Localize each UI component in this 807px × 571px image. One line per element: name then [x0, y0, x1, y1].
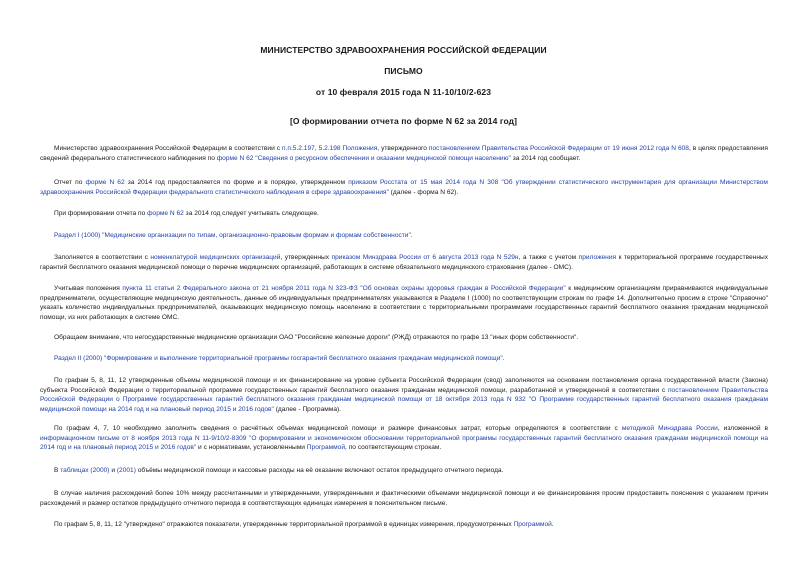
- document-link[interactable]: номенклатурой медицинских организаций: [150, 254, 281, 261]
- paragraph-text: объёмы медицинской помощи и кассовые расходы на её оказание включают остаток предыдущего отчетного периода.: [135, 467, 504, 474]
- paragraph: [40, 333, 768, 343]
- paragraph: [40, 466, 768, 476]
- document-link[interactable]: постановлением Правительства Российской Федерации от 19 июня 2012 года N 608: [428, 145, 689, 152]
- ministry-title: МИНИСТЕРСТВО ЗДРАВООХРАНЕНИЯ РОССИЙСКОЙ ФЕДЕРАЦИИ: [260, 45, 547, 55]
- document-date-number: от 10 февраля 2015 года N 11-10/10/2-623: [315, 87, 492, 97]
- paragraph-text: .: [410, 232, 413, 239]
- document-link[interactable]: Программой: [513, 521, 552, 528]
- paragraph-text: и: [109, 467, 117, 474]
- document-subject: [О формировании отчета по форме N 62 за 2014 год]: [289, 116, 518, 126]
- document-link[interactable]: приложения: [578, 254, 617, 261]
- paragraph-text: к медицинским организациям приравниваются индивидуальные предприниматели, осуществляющие медицинскую деятельность, данные об индивидуальных предпринимателях указываются в Разделе I (1000) по соответствующим строкам по графе 14. Дополнительно просим в строке "Справочно" указать количество индивидуальных предпринимателей, оказывающих медицинскую помощь населению в соответствии с территориальными программами государственных гарантий бесплатного оказания гражданам медицинской помощи, из них работающих в системе ОМС.: [40, 285, 768, 321]
- paragraph: [40, 489, 768, 508]
- paragraph-text: В случае наличия расхождений более 10% между рассчитанными и утвержденными, утвержденными и фактическими объемами медицинской помощи и ее финансирования просим предоставить пояснения с указанием причин расхождений и размер остатков предыдущего отчетного периода в соответствующих единицах измерения в пояснительном письме.: [40, 490, 768, 507]
- paragraph-text: .: [502, 355, 505, 362]
- paragraph-text: В: [54, 467, 61, 474]
- document-link[interactable]: постановлением Правительства Российской Федерации о Программе государственных гарантий бесплатного оказания гражданам медицинской помощи от 18 октября 2013 года N 932 "О Программе государственных гарантий бесплатного оказания гражданам медицинской помощи на 2014 год и на плановый период 2015 и 2016 годов": [40, 386, 769, 413]
- document-link[interactable]: пункта 11 статьи 2 Федерального закона от 21 ноября 2011 года N 323-ФЗ "Об основах охраны здоровья граждан в Российской Федерации": [122, 285, 566, 292]
- document-link[interactable]: п.п.5.2.197, 5.2.198 Положения: [282, 145, 378, 152]
- document-link[interactable]: Программой: [306, 444, 346, 452]
- paragraph: [40, 520, 768, 530]
- document-link[interactable]: информационном письме от 8 ноября 2013 года N 11-9/10/2-8309 "О формировании и экономическом обосновании территориальной программы государственных гарантий бесплатного оказания гражданам медицинской помощи на 2014 год и на плановый период 2015 и 2016 годов": [40, 434, 768, 452]
- paragraph-text: за 2014 год следует учитывать следующее.: [183, 210, 319, 217]
- document-link[interactable]: форме N 62: [147, 210, 184, 217]
- paragraph: [40, 376, 768, 414]
- paragraph-text: При формировании отчета по: [54, 210, 148, 217]
- paragraph: [40, 209, 768, 219]
- paragraph-text: По графам 4, 7, 10 необходимо заполнить сведения о расчётных объемах медицинской помощи и размере финансовых затрат, которые определяются в соответствии с: [54, 425, 622, 432]
- document-link[interactable]: форме N 62 "Сведения о ресурсном обеспечении и оказании медицинской помощи населению": [216, 154, 511, 162]
- paragraph: [40, 144, 768, 163]
- document-link[interactable]: методикой Минздрава России: [621, 425, 718, 432]
- document-link[interactable]: приказом Росстата от 15 мая 2014 года N 308 "Об утверждении статистического инструментария для организации Министерством здравоохранения Российской Федерации федерального статистического наблюдения в сфере здравоохранения": [40, 179, 768, 196]
- document-link[interactable]: Раздел I (1000) "Медицинские организации по типам, организационно-правовым формам и формам собственности": [54, 232, 411, 239]
- paragraph-text: Отчет по: [54, 179, 86, 186]
- document-link[interactable]: (2001): [116, 467, 136, 474]
- paragraph-text: за 2014 год предоставляется по форме и в порядке, утвержденном: [124, 179, 349, 186]
- paragraph: [40, 178, 768, 197]
- paragraph-text: и с нормативами, установленными: [196, 444, 307, 452]
- paragraph-text: Учитывая положения: [54, 285, 123, 292]
- paragraph-text: , утвержденного: [377, 145, 429, 152]
- paragraph-text: , по соответствующим строкам.: [345, 444, 442, 452]
- paragraph-text: По графам 5, 8, 11, 12 "утверждено" отражаются показатели, утвержденные территориальной программой в единицах измерения, предусмотренных: [54, 521, 514, 528]
- document-type: ПИСЬМО: [384, 66, 423, 76]
- document-link[interactable]: Раздел II (2000) "Формирование и выполнение территориальной программы госгарантий бесплатного оказания гражданам медицинской помощи": [54, 355, 503, 362]
- paragraph-text: .: [551, 521, 554, 528]
- paragraph-text: за 2014 год сообщает.: [510, 154, 581, 162]
- paragraph-text: , в целях предоставления сведений федерального статистического наблюдения по: [40, 145, 768, 162]
- paragraph: [40, 284, 768, 322]
- paragraph-text: Заполняется в соответствии с: [54, 254, 151, 261]
- document-link[interactable]: приказом Минздрава России от 6 августа 2013 года N 529н: [331, 254, 519, 261]
- document-link[interactable]: форме N 62: [85, 179, 125, 186]
- paragraph-text: По графам 5, 8, 11, 12 утвержденные объемы медицинской помощи и их финансирование на уровне субъекта Российской Федерации (свод) заполняются на основании постановления органа государственной власти (Закона) субъекта Российской Федерации о территориальной программе государственных гарантий бесплатного оказания гражданам медицинской помощи, разработанной и утвержденной в соответствии с: [40, 377, 768, 394]
- document-link[interactable]: таблицах (2000): [60, 467, 110, 474]
- paragraph-text: (далее - Программа).: [273, 405, 342, 413]
- paragraph-text: Министерство здравоохранения Российской Федерации в соответствии с: [54, 145, 282, 152]
- paragraph-text: Обращаем внимание, что негосударственные медицинские организации ОАО "Российские железные дороги" (РЖД) отражаются по графе 13 "иных форм собственности".: [54, 334, 579, 341]
- paragraph: [40, 231, 768, 241]
- paragraph: [40, 354, 768, 364]
- paragraph-text: , изложенной в: [717, 425, 768, 432]
- paragraph-text: , а также с учетом: [518, 254, 579, 261]
- paragraph-text: , утвержденных: [280, 254, 332, 261]
- paragraph-text: (далее - форма N 62).: [388, 188, 459, 196]
- paragraph: [40, 424, 768, 453]
- paragraph-text: к территориальной программе государственных гарантий бесплатного оказания медицинской помощи о перечне медицинских организаций, работающих в системе обязательного медицинского страхования (далее - ОМС).: [40, 254, 769, 271]
- paragraph: [40, 253, 768, 272]
